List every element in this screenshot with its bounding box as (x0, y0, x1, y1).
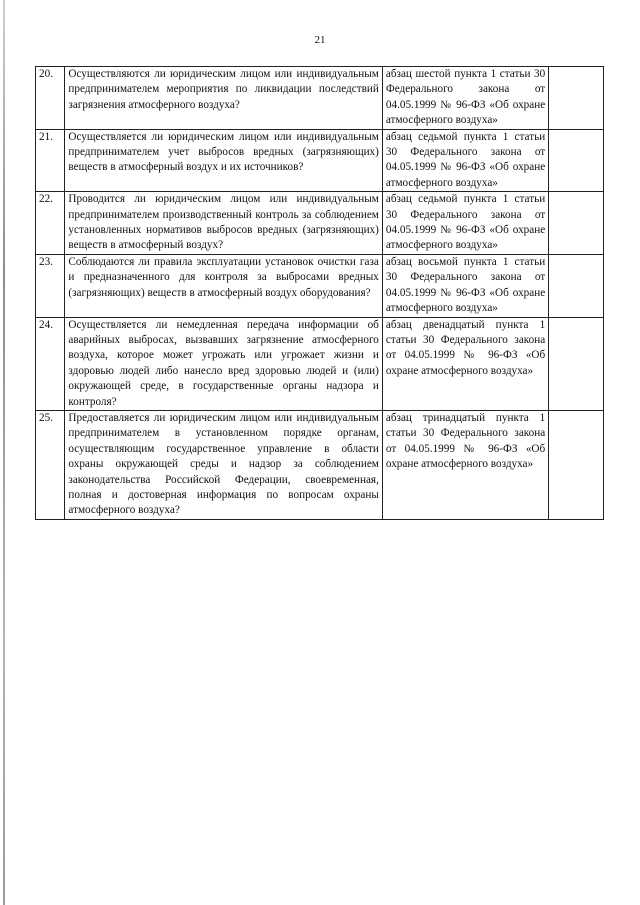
checklist-body (36, 67, 604, 520)
reference-cell (382, 410, 548, 519)
answer-cell (549, 410, 604, 519)
answer-cell (549, 192, 604, 255)
row-number: 24. (36, 317, 65, 410)
row-number: 21. (36, 129, 65, 192)
table-row (36, 410, 604, 519)
row-number: 22. (36, 192, 65, 255)
reference-cell (382, 192, 548, 255)
question-cell (65, 129, 382, 192)
answer-cell (549, 317, 604, 410)
reference-cell (382, 254, 548, 317)
reference-text: абзац двенадцатый пункта 1 статьи 30 Федерального закона от 04.05.1999 № 96-ФЗ «Об охране атмосферного воздуха» (385, 318, 546, 377)
reference-cell (382, 317, 548, 410)
question-cell (65, 410, 382, 519)
page-number: 21 (314, 34, 326, 46)
table-row (36, 67, 604, 130)
answer-cell (549, 254, 604, 317)
reference-cell (382, 129, 548, 192)
reference-text: абзац седьмой пункта 1 статьи 30 Федерального закона от 04.05.1999 № 96-ФЗ «Об охране атмосферного воздуха» (385, 130, 546, 189)
question-text: Осуществляется ли немедленная передача информации об аварийных выбросах, вызвавших загрязнение атмосферного воздуха, которое может угрожать или угрожает жизни и здоровью людей либо нанесло вред здоровью людей и (или) окружающей среде, в государственные органы надзора и контроля? (68, 318, 379, 408)
reference-text: абзац восьмой пункта 1 статьи 30 Федерального закона от 04.05.1999 № 96-ФЗ «Об охране атмосферного воздуха» (385, 255, 546, 315)
table-row (36, 317, 604, 410)
checklist-table (35, 66, 604, 520)
question-text: Осуществляется ли юридическим лицом или индивидуальным предпринимателем учет выбросов вредных (загрязняющих) веществ в атмосферный воздух и их источников? (68, 130, 379, 174)
row-number: 23. (36, 254, 65, 317)
reference-text: абзац шестой пункта 1 статьи 30 Федерального закона от 04.05.1999 № 96-ФЗ «Об охране атмосферного воздуха» (385, 68, 546, 127)
reference-cell (382, 67, 548, 130)
row-number: 25. (36, 410, 65, 519)
question-text: Предоставляется ли юридическим лицом или индивидуальным предпринимателем в установленном порядке органам, осуществляющим государственное управление в области охраны окружающей среды и надзор за соблюдением законодательства Российской Федерации, своевременная, полная и достоверная информация по вопросам охраны атмосферного воздуха? (68, 411, 379, 517)
question-text: Осуществляются ли юридическим лицом или индивидуальным предпринимателем мероприятия по ликвидации последствий загрязнения атмосферного воздуха? (68, 68, 379, 111)
table-row (36, 192, 604, 255)
scan-edge (3, 0, 5, 905)
question-cell (65, 317, 382, 410)
question-text: Соблюдаются ли правила эксплуатации установок очистки газа и предназначенного для контроля за выбросами вредных (загрязняющих) веществ в атмосферный воздух оборудования? (68, 255, 379, 299)
question-cell (65, 67, 382, 130)
question-cell (65, 192, 382, 255)
answer-cell (549, 129, 604, 192)
answer-cell (549, 67, 604, 130)
reference-text: абзац седьмой пункта 1 статьи 30 Федерального закона от 04.05.1999 № 96-ФЗ «Об охране атмосферного воздуха» (385, 193, 546, 252)
table-row (36, 254, 604, 317)
table-row (36, 129, 604, 192)
row-number: 20. (36, 67, 65, 130)
question-cell (65, 254, 382, 317)
reference-text: абзац тринадцатый пункта 1 статьи 30 Федерального закона от 04.05.1999 № 96-ФЗ «Об охране атмосферного воздуха» (385, 411, 546, 471)
question-text: Проводится ли юридическим лицом или индивидуальным предпринимателем производственный контроль за соблюдением установленных нормативов выбросов вредных (загрязняющих) веществ в атмосферный воздух? (68, 193, 379, 252)
